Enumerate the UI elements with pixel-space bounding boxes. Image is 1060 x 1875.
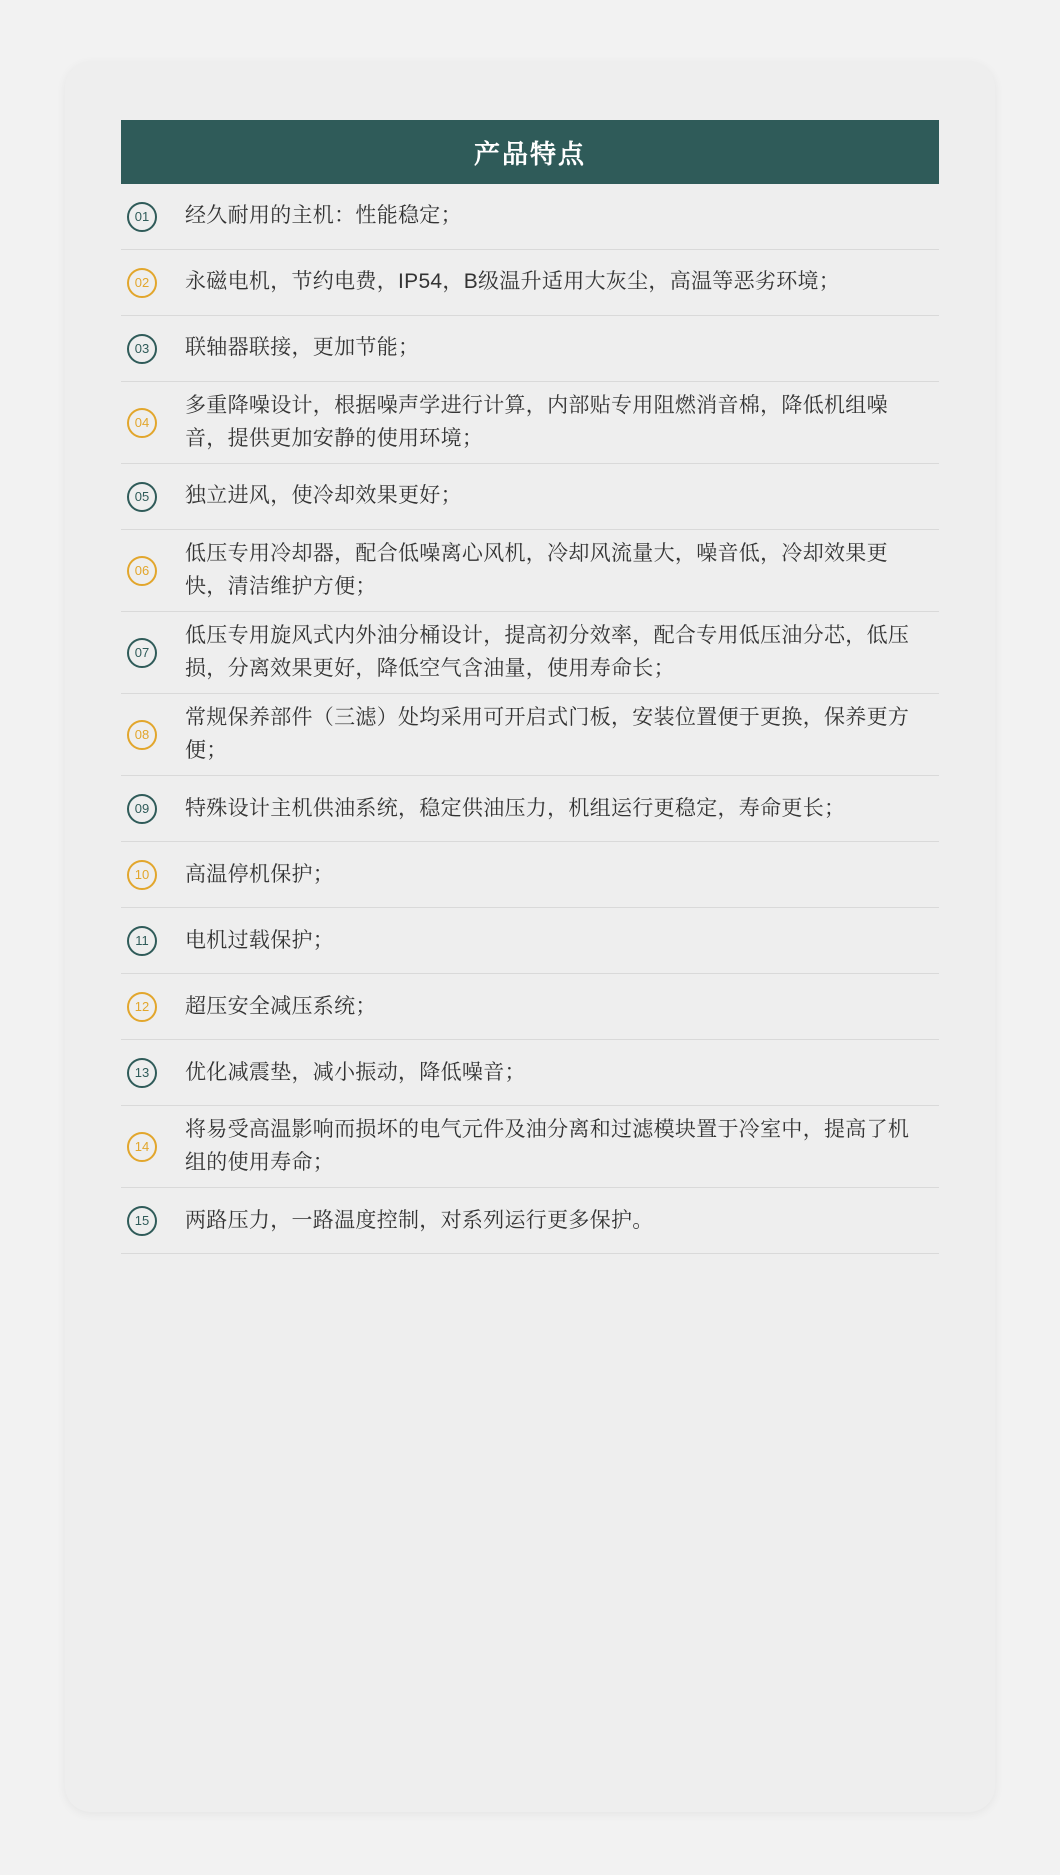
feature-number-badge: 12 [127, 992, 157, 1022]
feature-text: 两路压力，一路温度控制，对系列运行更多保护。 [185, 1208, 654, 1232]
feature-text: 经久耐用的主机：性能稳定； [185, 204, 462, 228]
feature-row [121, 908, 939, 974]
feature-row [121, 842, 939, 908]
feature-number-badge: 05 [127, 482, 157, 512]
feature-text: 独立进风，使冷却效果更好； [185, 484, 462, 508]
feature-row [121, 382, 939, 464]
feature-row [121, 694, 939, 776]
feature-number-badge: 13 [127, 1058, 157, 1088]
feature-number-badge: 08 [127, 720, 157, 750]
feature-row [121, 184, 939, 250]
feature-number-badge: 10 [127, 860, 157, 890]
feature-row [121, 316, 939, 382]
feature-row [121, 974, 939, 1040]
feature-number-badge: 14 [127, 1132, 157, 1162]
feature-number-badge: 15 [127, 1206, 157, 1236]
feature-text: 低压专用旋风式内外油分桶设计，提高初分效率，配合专用低压油分芯，低压损，分离效果更好，降低空气含油量，使用寿命长； [185, 624, 910, 680]
section-header [121, 120, 939, 184]
feature-text: 常规保养部件（三滤）处均采用可开启式门板，安装位置便于更换，保养更方便； [185, 706, 910, 762]
feature-text: 超压安全减压系统； [185, 994, 377, 1018]
feature-row [121, 1188, 939, 1254]
feature-text: 低压专用冷却器，配合低噪离心风机，冷却风流量大，噪音低，冷却效果更快，清洁维护方便； [185, 542, 888, 598]
feature-number-badge: 06 [127, 556, 157, 586]
feature-text: 永磁电机，节约电费，IP54，B级温升适用大灰尘，高温等恶劣环境； [185, 270, 841, 294]
feature-row [121, 250, 939, 316]
feature-row [121, 1106, 939, 1188]
feature-text: 特殊设计主机供油系统，稳定供油压力，机组运行更稳定，寿命更长； [185, 796, 846, 820]
feature-row [121, 1040, 939, 1106]
feature-text: 电机过载保护； [185, 928, 335, 952]
feature-text: 高温停机保护； [185, 862, 335, 886]
feature-number-badge: 02 [127, 268, 157, 298]
feature-card [65, 62, 995, 1812]
feature-number-badge: 03 [127, 334, 157, 364]
page-title: 产品特点 [473, 138, 586, 169]
feature-text: 多重降噪设计，根据噪声学进行计算，内部贴专用阻燃消音棉，降低机组噪音，提供更加安静的使用环境； [185, 394, 888, 450]
feature-text: 联轴器联接，更加节能； [185, 336, 420, 360]
feature-list [121, 184, 939, 1254]
feature-number-badge: 11 [127, 926, 157, 956]
feature-number-badge: 07 [127, 638, 157, 668]
feature-row [121, 612, 939, 694]
feature-text: 优化减震垫，减小振动，降低噪音； [185, 1060, 526, 1084]
feature-row [121, 464, 939, 530]
feature-row [121, 776, 939, 842]
feature-text: 将易受高温影响而损坏的电气元件及油分离和过滤模块置于冷室中，提高了机组的使用寿命； [185, 1118, 910, 1174]
feature-number-badge: 04 [127, 408, 157, 438]
feature-number-badge: 01 [127, 202, 157, 232]
feature-row [121, 530, 939, 612]
feature-number-badge: 09 [127, 794, 157, 824]
